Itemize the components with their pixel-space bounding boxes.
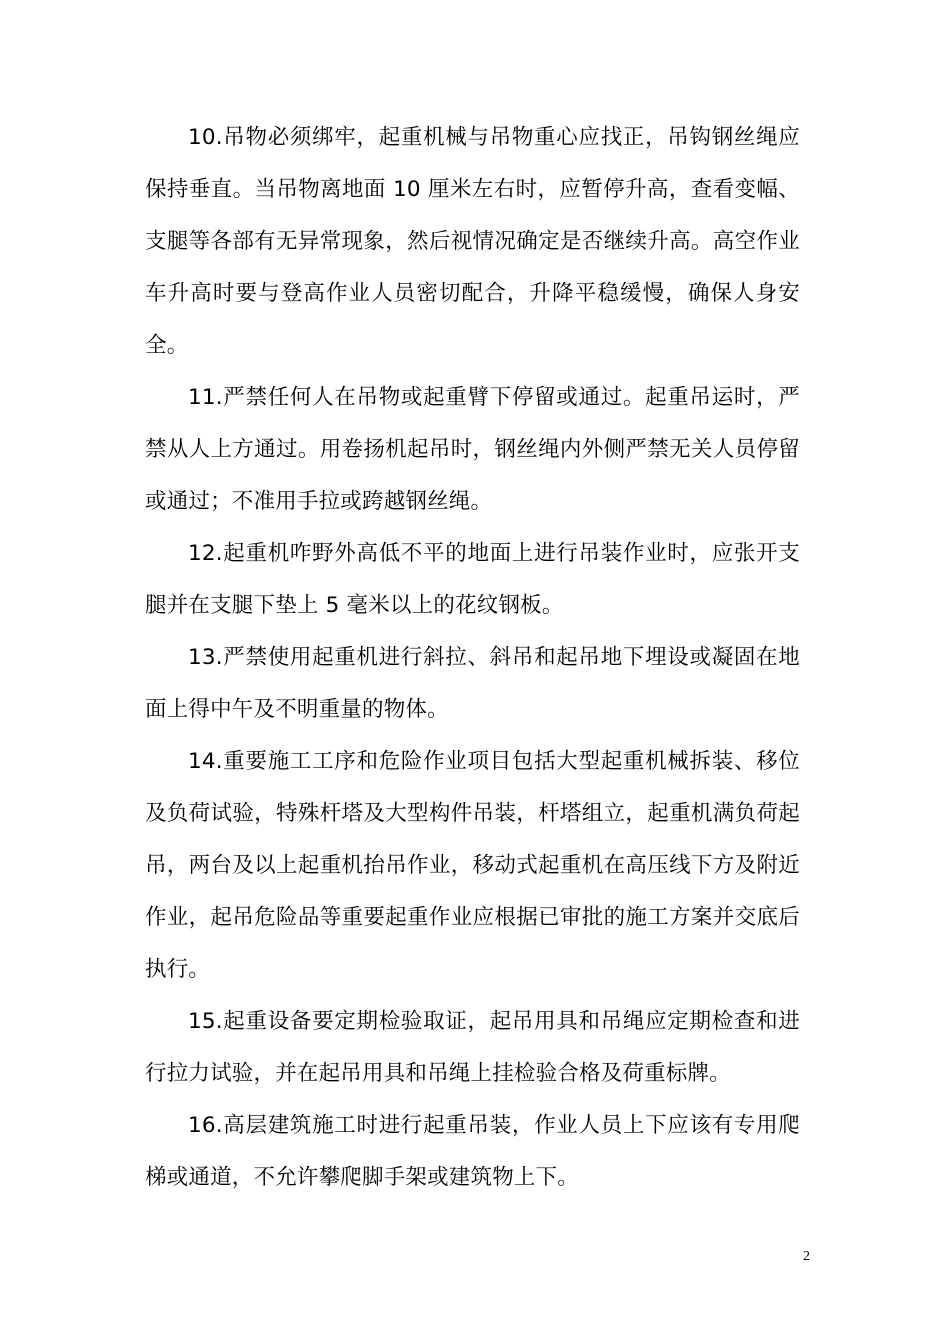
paragraph-item-10: 10.吊物必须绑牢，起重机械与吊物重心应找正，吊钩钢丝绳应保持垂直。当吊物离地面 10 厘米左右时，应暂停升高，查看变幅、支腿等各部有无异常现象，然后视情况确定是否继续升高。高空作业车升高时要与登高作业人员密切配合，升降平稳缓慢，确保人身安全。 (145, 125, 800, 358)
paragraph-item-15: 15.起重设备要定期检验取证，起吊用具和吊绳应定期检查和进行拉力试验，并在起吊用具和吊绳上挂检验合格及荷重标牌。 (145, 1009, 800, 1086)
paragraph-item-16: 16.高层建筑施工时进行起重吊装，作业人员上下应该有专用爬梯或通道，不允许攀爬脚手架或建筑物上下。 (145, 1113, 800, 1190)
paragraph-item-12: 12.起重机咋野外高低不平的地面上进行吊装作业时，应张开支腿并在支腿下垫上 5 毫米以上的花纹钢板。 (145, 541, 800, 618)
page-number: 2 (803, 1249, 810, 1264)
document-body (145, 112, 800, 1204)
paragraph-item-13: 13.严禁使用起重机进行斜拉、斜吊和起吊地下埋设或凝固在地面上得中午及不明重量的物体。 (145, 645, 800, 722)
paragraph-item-11: 11.严禁任何人在吊物或起重臂下停留或通过。起重吊运时，严禁从人上方通过。用卷扬机起吊时，钢丝绳内外侧严禁无关人员停留或通过；不准用手拉或跨越钢丝绳。 (145, 385, 800, 514)
paragraph-item-14: 14.重要施工工序和危险作业项目包括大型起重机械拆装、移位及负荷试验，特殊杆塔及大型构件吊装，杆塔组立，起重机满负荷起吊，两台及以上起重机抬吊作业，移动式起重机在高压线下方及附近作业，起吊危险品等重要起重作业应根据已审批的施工方案并交底后执行。 (145, 749, 800, 982)
